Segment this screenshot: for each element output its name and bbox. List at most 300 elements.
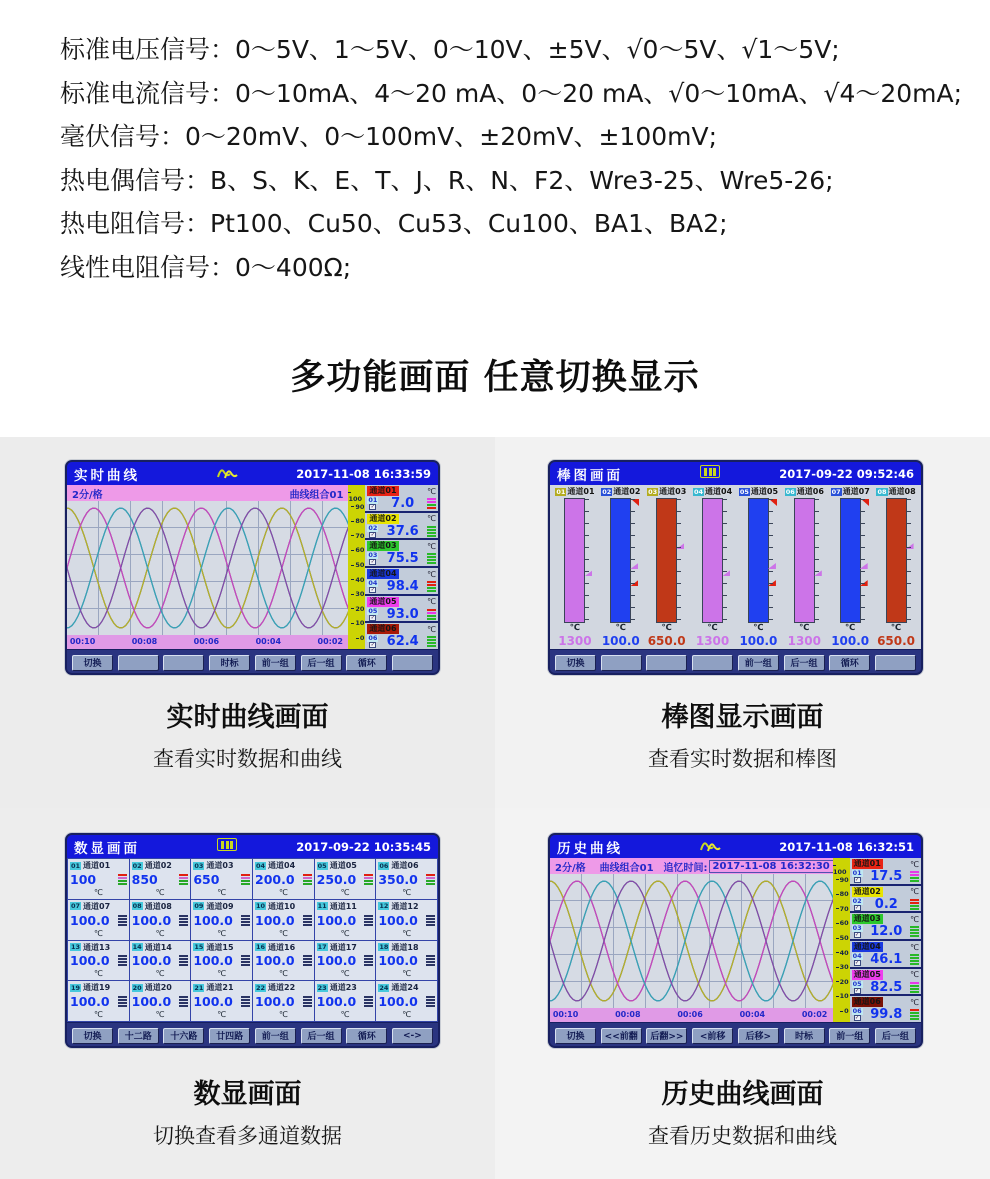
channel-checkbox-icon[interactable]: ✓ bbox=[855, 987, 860, 994]
channel-value: 62.4 bbox=[386, 634, 419, 650]
bar-channel-number: 01 bbox=[556, 487, 566, 496]
cell-unit: ℃ bbox=[340, 1010, 350, 1019]
curve-group-label: 曲线组合01 bbox=[599, 862, 654, 874]
spec-value: 0～10mA、4～20 mA、0～20 mA、√0～10mA、√4～20mA; bbox=[235, 78, 963, 108]
y-tick-label: 40 bbox=[836, 950, 849, 957]
bar bbox=[610, 498, 631, 623]
screen-button[interactable]: 廿四路 bbox=[209, 1028, 250, 1044]
channel-checkbox-icon[interactable]: ✓ bbox=[855, 877, 860, 883]
channel-name: 通道03 bbox=[369, 541, 397, 551]
channel-name: 通道06 bbox=[369, 624, 397, 634]
spec-label: 标准电压信号： bbox=[60, 35, 236, 64]
channel-block[interactable] bbox=[850, 913, 921, 941]
channel-value: 98.4 bbox=[386, 579, 419, 595]
cell-unit: ℃ bbox=[278, 928, 288, 938]
spec-value: 0～5V、1～5V、0～10V、±5V、√0～5V、√1～5V; bbox=[235, 35, 840, 64]
curve-plot bbox=[67, 501, 348, 635]
button-bar bbox=[67, 649, 438, 675]
cell-stripes-icon bbox=[364, 915, 373, 926]
bar-cell[interactable] bbox=[690, 498, 736, 623]
cell-stripes-icon bbox=[303, 915, 312, 926]
cell-channel-number: 12 bbox=[379, 902, 389, 911]
bar-unit: ℃ bbox=[615, 623, 626, 633]
bar-marker-icon bbox=[860, 563, 868, 569]
cell-channel-number: 06 bbox=[379, 861, 389, 870]
bar-range-value: 1300 bbox=[558, 634, 592, 648]
screen-button-empty[interactable] bbox=[392, 655, 433, 671]
cell-channel-number: 18 bbox=[379, 943, 389, 951]
cell-channel-name: 通道15 bbox=[206, 942, 234, 952]
spec-value: Pt100、Cu50、Cu53、Cu100、BA1、BA2; bbox=[210, 209, 728, 238]
bar-unit: ℃ bbox=[661, 623, 672, 633]
screen-button[interactable]: 前一组 bbox=[738, 655, 779, 671]
time-tick-label: 00:10 bbox=[69, 637, 96, 646]
channel-stripes-icon bbox=[910, 1009, 919, 1020]
y-tick-label: 50 bbox=[351, 562, 364, 569]
digital-cell[interactable] bbox=[68, 900, 129, 940]
time-scale-label: 2分/格 bbox=[555, 862, 586, 874]
digital-cell[interactable] bbox=[130, 981, 191, 1021]
cell-channel-name: 通道08 bbox=[144, 901, 172, 911]
channel-block[interactable] bbox=[850, 996, 921, 1022]
bar-unit: ℃ bbox=[890, 623, 902, 633]
time-tick-label: 00:10 bbox=[552, 1010, 579, 1019]
channel-panel bbox=[850, 858, 921, 1022]
cell-value: 350.0 bbox=[378, 871, 418, 887]
digital-cell[interactable] bbox=[191, 859, 252, 899]
screen-datetime: 2017-09-22 10:35:45 bbox=[296, 839, 431, 854]
cell-channel-number: 08 bbox=[132, 902, 142, 911]
cell-stripes-icon bbox=[303, 996, 312, 1007]
screen-button[interactable]: 时标 bbox=[784, 1028, 825, 1044]
digital-cell[interactable] bbox=[376, 941, 437, 981]
bar-cell[interactable] bbox=[736, 498, 782, 623]
screen-button[interactable]: 后一组 bbox=[301, 655, 342, 671]
bar-cell[interactable] bbox=[827, 498, 873, 623]
screen-button[interactable]: 十二路 bbox=[118, 1028, 159, 1044]
bar-channel-name: 通道06 bbox=[796, 487, 824, 496]
digital-cell[interactable] bbox=[253, 941, 314, 981]
channel-block[interactable] bbox=[365, 540, 438, 568]
channel-number: 02 bbox=[368, 523, 378, 532]
bar bbox=[748, 498, 769, 623]
cell-channel-number: 13 bbox=[71, 943, 81, 951]
screen-datetime: 2017-09-22 09:52:46 bbox=[779, 466, 914, 481]
channel-name: 通道01 bbox=[369, 486, 397, 495]
cell-stripes-icon bbox=[364, 996, 373, 1007]
bar-marker-icon bbox=[630, 580, 638, 586]
bar-marker-icon bbox=[814, 570, 822, 576]
channel-number: 06 bbox=[852, 1007, 862, 1016]
screen-button-empty[interactable] bbox=[163, 655, 204, 671]
digital-cell[interactable] bbox=[315, 981, 376, 1021]
realtime-curve-screen bbox=[65, 460, 440, 675]
cell-stripes-icon bbox=[118, 955, 127, 966]
cell-channel-name: 通道02 bbox=[144, 861, 172, 870]
channel-value: 12.0 bbox=[870, 924, 903, 940]
screen-button[interactable]: 前一组 bbox=[255, 655, 296, 671]
curve-group-label: 曲线组合01 bbox=[289, 489, 344, 501]
digital-cell[interactable] bbox=[68, 859, 129, 899]
cell-channel-name: 通道07 bbox=[83, 901, 111, 911]
channel-stripes-icon bbox=[910, 926, 919, 937]
bar bbox=[702, 498, 723, 623]
screen-button[interactable]: 循环 bbox=[346, 655, 387, 671]
bar-channel-number: 02 bbox=[602, 487, 612, 496]
cell-stripes-icon bbox=[426, 874, 435, 885]
channel-checkbox-icon[interactable]: ✓ bbox=[855, 904, 860, 911]
alarm-triangle-icon bbox=[631, 499, 639, 506]
screen-header bbox=[67, 462, 438, 485]
channel-value: 7.0 bbox=[391, 496, 415, 511]
bar-unit: ℃ bbox=[569, 623, 581, 633]
digital-cell[interactable] bbox=[68, 941, 129, 981]
cell-unit: ℃ bbox=[155, 969, 165, 979]
channel-number: 01 bbox=[852, 869, 862, 877]
cell-stripes-icon bbox=[241, 955, 250, 966]
recall-time-value[interactable]: 2017-11-08 16:32:30 bbox=[709, 860, 834, 873]
channel-checkbox-icon[interactable]: ✓ bbox=[370, 531, 375, 538]
cell-unit: ℃ bbox=[93, 928, 103, 938]
digital-cell[interactable] bbox=[191, 981, 252, 1021]
bar-cell[interactable] bbox=[552, 498, 598, 623]
screen-button[interactable]: 后一组 bbox=[875, 1028, 916, 1044]
y-tick-label: 100 bbox=[833, 862, 849, 876]
cell-value: 100.0 bbox=[378, 912, 418, 928]
bar-unit: ℃ bbox=[753, 623, 764, 633]
screen-button[interactable]: 前一组 bbox=[255, 1028, 296, 1044]
curve-body bbox=[67, 485, 438, 649]
bar-range-value: 100.0 bbox=[831, 634, 870, 648]
caption-subtitle: 切换查看多通道数据 bbox=[153, 1124, 342, 1148]
spec-line bbox=[60, 159, 962, 203]
y-tick-label: 90 bbox=[351, 504, 364, 511]
screen-button[interactable]: 十六路 bbox=[163, 1028, 204, 1044]
bars-icon bbox=[700, 465, 720, 478]
cell-channel-name: 通道05 bbox=[329, 861, 357, 870]
cell-value: 100.0 bbox=[255, 912, 295, 928]
screen-button[interactable]: 前一组 bbox=[829, 1028, 870, 1044]
channel-name: 通道05 bbox=[369, 596, 397, 606]
screen-button[interactable]: 后一组 bbox=[784, 655, 825, 671]
cell-value: 100.0 bbox=[378, 994, 418, 1010]
screen-button-empty[interactable] bbox=[601, 655, 642, 671]
cell-unit: ℃ bbox=[402, 928, 412, 938]
channel-checkbox-icon[interactable]: ✓ bbox=[855, 932, 860, 939]
screen-button[interactable]: <前移 bbox=[692, 1028, 733, 1044]
caption-bargraph bbox=[495, 695, 990, 773]
digital-cell[interactable] bbox=[253, 981, 314, 1021]
bar-range-value: 100.0 bbox=[601, 634, 640, 648]
screen-title: 历史曲线 bbox=[557, 840, 623, 857]
cell-value: 100.0 bbox=[193, 912, 233, 928]
time-tick-label: 00:02 bbox=[801, 1010, 828, 1019]
channel-block[interactable] bbox=[365, 623, 438, 649]
signal-spec-list bbox=[60, 28, 962, 289]
channel-name: 通道05 bbox=[853, 969, 881, 979]
curve-body bbox=[550, 858, 921, 1022]
screen-button[interactable]: 循环 bbox=[829, 655, 870, 671]
channel-value: 17.5 bbox=[870, 869, 903, 884]
cell-value: 100.0 bbox=[255, 994, 295, 1010]
spec-label: 线性电阻信号： bbox=[60, 252, 236, 282]
bar bbox=[564, 498, 585, 623]
bar bbox=[794, 498, 815, 623]
screen-button-empty[interactable] bbox=[118, 655, 159, 671]
cell-stripes-icon bbox=[426, 915, 435, 926]
bar-cell[interactable] bbox=[781, 498, 827, 623]
y-tick-label: 10 bbox=[351, 620, 364, 627]
channel-checkbox-icon[interactable]: ✓ bbox=[370, 559, 375, 566]
cell-channel-name: 通道17 bbox=[329, 942, 357, 952]
spec-line bbox=[60, 246, 962, 290]
bars-icon bbox=[217, 838, 237, 851]
cell-stripes-icon bbox=[179, 996, 188, 1007]
bar-channel-label bbox=[598, 485, 644, 498]
digital-cell[interactable] bbox=[130, 859, 191, 899]
channel-checkbox-icon[interactable]: ✓ bbox=[370, 614, 375, 621]
channel-stripes-icon bbox=[910, 982, 919, 993]
channel-checkbox-icon[interactable]: ✓ bbox=[370, 504, 375, 510]
cell-channel-number: 09 bbox=[194, 902, 204, 911]
screen-datetime: 2017-11-08 16:32:51 bbox=[779, 839, 914, 854]
cell-value: 250.0 bbox=[316, 871, 357, 887]
screen-button[interactable]: 切换 bbox=[72, 1028, 113, 1044]
digital-display-screen bbox=[65, 833, 440, 1048]
cell-value: 200.0 bbox=[255, 871, 295, 887]
y-tick-label: 60 bbox=[836, 920, 849, 927]
y-tick-label: 30 bbox=[836, 964, 849, 971]
cell-unit: ℃ bbox=[402, 887, 412, 897]
cell-channel-name: 通道16 bbox=[268, 942, 296, 952]
button-bar bbox=[550, 1022, 921, 1048]
caption-realtime bbox=[0, 695, 495, 773]
cell-value: 100 bbox=[70, 871, 97, 887]
cell-stripes-icon bbox=[303, 874, 312, 885]
cell-value: 100.0 bbox=[378, 953, 418, 969]
cell-channel-number: 01 bbox=[71, 861, 81, 870]
screen-title: 棒图画面 bbox=[557, 467, 623, 484]
channel-unit: ℃ bbox=[910, 970, 919, 980]
channel-checkbox-icon[interactable]: ✓ bbox=[370, 642, 375, 649]
channel-unit: ℃ bbox=[427, 541, 436, 551]
cell-stripes-icon bbox=[364, 955, 373, 966]
cell-channel-number: 23 bbox=[317, 983, 327, 992]
time-tick-label: 00:02 bbox=[317, 637, 343, 646]
button-bar bbox=[550, 649, 921, 675]
channel-block[interactable] bbox=[850, 886, 921, 914]
cell-channel-name: 通道10 bbox=[268, 901, 296, 911]
channel-block[interactable] bbox=[365, 596, 438, 624]
channel-number: 05 bbox=[852, 979, 862, 988]
bar bbox=[656, 498, 677, 623]
channel-block[interactable] bbox=[365, 485, 438, 513]
y-tick-label: 80 bbox=[836, 891, 849, 898]
bar-range-value: 650.0 bbox=[647, 634, 686, 648]
cell-stripes-icon bbox=[179, 915, 188, 926]
screen-button[interactable]: 切换 bbox=[555, 655, 596, 671]
y-tick-label: 50 bbox=[836, 935, 849, 942]
bar-channel-label bbox=[873, 485, 919, 498]
cell-channel-number: 14 bbox=[132, 943, 142, 951]
cell-channel-number: 10 bbox=[256, 902, 266, 911]
channel-unit: ℃ bbox=[427, 597, 436, 607]
screen-button[interactable]: <-> bbox=[392, 1028, 433, 1044]
bar-channel-name: 通道07 bbox=[842, 487, 870, 496]
cell-unit: ℃ bbox=[155, 887, 165, 897]
cell-channel-number: 21 bbox=[194, 983, 204, 992]
channel-checkbox-icon[interactable]: ✓ bbox=[855, 960, 860, 967]
channel-stripes-icon bbox=[910, 899, 919, 910]
screen-button[interactable]: 后移> bbox=[738, 1028, 779, 1044]
spec-label: 毫伏信号： bbox=[60, 122, 186, 151]
bar-channel-name: 通道04 bbox=[705, 487, 733, 496]
cell-channel-name: 通道09 bbox=[206, 901, 234, 911]
y-axis bbox=[348, 485, 365, 649]
section-title: 多功能画面 任意切换显示 bbox=[290, 358, 700, 398]
screen-button[interactable]: 时标 bbox=[209, 655, 250, 671]
cell-unit: ℃ bbox=[93, 887, 103, 897]
cell-channel-name: 通道14 bbox=[144, 942, 172, 952]
channel-block[interactable] bbox=[850, 941, 921, 969]
cell-stripes-icon bbox=[241, 996, 250, 1007]
cell-channel-number: 22 bbox=[256, 983, 266, 992]
cell-channel-name: 通道12 bbox=[391, 901, 419, 911]
cell-channel-number: 11 bbox=[317, 902, 327, 911]
bar-cell[interactable] bbox=[644, 498, 690, 623]
channel-number: 06 bbox=[368, 634, 378, 643]
channel-number: 01 bbox=[368, 496, 378, 504]
channel-checkbox-icon[interactable]: ✓ bbox=[855, 1015, 860, 1022]
channel-unit: ℃ bbox=[910, 859, 919, 869]
spec-line bbox=[60, 72, 962, 116]
bar-cell[interactable] bbox=[873, 498, 919, 623]
cell-unit: ℃ bbox=[155, 1010, 165, 1019]
y-tick-label: 60 bbox=[351, 547, 364, 554]
cell-channel-name: 通道13 bbox=[83, 942, 111, 952]
screen-button[interactable]: 后一组 bbox=[301, 1028, 342, 1044]
channel-unit: ℃ bbox=[427, 624, 436, 634]
plot-topbar bbox=[550, 858, 833, 874]
spec-label: 热电偶信号： bbox=[60, 165, 211, 195]
channel-checkbox-icon[interactable]: ✓ bbox=[370, 587, 375, 594]
channel-name: 通道01 bbox=[853, 859, 881, 868]
channel-number: 04 bbox=[368, 579, 378, 588]
y-tick-label: 20 bbox=[351, 606, 364, 613]
screen-button-empty[interactable] bbox=[646, 655, 687, 671]
cell-value: 100.0 bbox=[70, 953, 110, 969]
digital-cell[interactable] bbox=[253, 859, 314, 899]
time-axis bbox=[67, 635, 348, 649]
bar-channel-label bbox=[827, 485, 873, 498]
digital-cell[interactable] bbox=[130, 900, 191, 940]
cell-stripes-icon bbox=[179, 874, 188, 885]
cell-channel-name: 通道04 bbox=[268, 861, 296, 870]
channel-stripes-icon bbox=[427, 581, 436, 592]
channel-block[interactable] bbox=[850, 969, 921, 997]
cell-unit: ℃ bbox=[155, 928, 165, 938]
screen-button[interactable]: <<前翻 bbox=[601, 1028, 642, 1044]
digital-cell[interactable] bbox=[191, 900, 252, 940]
digital-cell[interactable] bbox=[376, 981, 437, 1021]
y-tick-label: 0 bbox=[356, 635, 365, 642]
screen-button-empty[interactable] bbox=[875, 655, 916, 671]
button-bar bbox=[67, 1022, 438, 1048]
cell-channel-number: 02 bbox=[132, 861, 142, 870]
channel-block[interactable] bbox=[850, 858, 921, 886]
digital-cell[interactable] bbox=[130, 941, 191, 981]
bar-marker-icon bbox=[630, 563, 638, 569]
cell-channel-name: 通道22 bbox=[268, 983, 296, 993]
y-tick-label: 70 bbox=[351, 533, 364, 540]
digital-cell[interactable] bbox=[376, 859, 437, 899]
channel-value: 99.8 bbox=[870, 1007, 903, 1023]
channel-number: 04 bbox=[852, 952, 862, 961]
cell-unit: ℃ bbox=[340, 969, 350, 979]
cell-unit: ℃ bbox=[217, 928, 227, 938]
screen-button[interactable]: 切换 bbox=[72, 655, 113, 671]
y-tick-label: 10 bbox=[836, 993, 849, 1000]
digital-cell[interactable] bbox=[315, 941, 376, 981]
screen-button[interactable]: 循环 bbox=[346, 1028, 387, 1044]
bar-channel-label bbox=[644, 485, 690, 498]
cell-value: 100.0 bbox=[131, 994, 172, 1010]
digital-cell[interactable] bbox=[68, 981, 129, 1021]
caption-title: 实时曲线画面 bbox=[166, 702, 329, 733]
screen-button-empty[interactable] bbox=[692, 655, 733, 671]
screen-button[interactable]: 后翻>> bbox=[646, 1028, 687, 1044]
bar-marker-icon bbox=[906, 543, 914, 549]
digital-cell[interactable] bbox=[315, 859, 376, 899]
channel-block[interactable] bbox=[365, 513, 438, 541]
screen-button[interactable]: 切换 bbox=[555, 1028, 596, 1044]
bar-channel-name: 通道05 bbox=[750, 487, 779, 496]
bar-range-value: 1300 bbox=[695, 634, 730, 648]
bar-channel-name: 通道03 bbox=[659, 487, 687, 496]
cell-channel-number: 05 bbox=[317, 861, 327, 870]
channel-name: 通道02 bbox=[853, 886, 881, 896]
bar-range-value: 650.0 bbox=[877, 634, 916, 648]
bar-channel-number: 06 bbox=[785, 487, 795, 496]
channel-stripes-icon bbox=[910, 871, 919, 882]
cell-unit: ℃ bbox=[340, 928, 350, 938]
channel-value: 75.5 bbox=[386, 551, 419, 567]
cell-unit: ℃ bbox=[217, 887, 227, 897]
digital-grid bbox=[67, 858, 438, 1022]
bar-cell[interactable] bbox=[598, 498, 644, 623]
bar-channel-label bbox=[552, 485, 598, 498]
cell-channel-number: 16 bbox=[256, 943, 266, 951]
time-tick-label: 00:08 bbox=[131, 637, 158, 646]
channel-name: 通道03 bbox=[853, 914, 881, 924]
y-tick-label: 20 bbox=[836, 979, 849, 986]
digital-cell[interactable] bbox=[253, 900, 314, 940]
cell-unit: ℃ bbox=[402, 969, 412, 979]
digital-cell[interactable] bbox=[191, 941, 252, 981]
cell-channel-number: 15 bbox=[194, 943, 204, 951]
cell-stripes-icon bbox=[179, 955, 188, 966]
cell-channel-name: 通道06 bbox=[391, 861, 419, 870]
y-tick-label: 40 bbox=[351, 577, 364, 584]
bargraph-screen bbox=[548, 460, 923, 675]
channel-name: 通道04 bbox=[853, 942, 881, 952]
history-curve-screen bbox=[548, 833, 923, 1048]
digital-cell[interactable] bbox=[376, 900, 437, 940]
digital-cell[interactable] bbox=[315, 900, 376, 940]
screen-header bbox=[67, 835, 438, 858]
channel-block[interactable] bbox=[365, 568, 438, 596]
time-tick-label: 00:04 bbox=[255, 637, 282, 646]
